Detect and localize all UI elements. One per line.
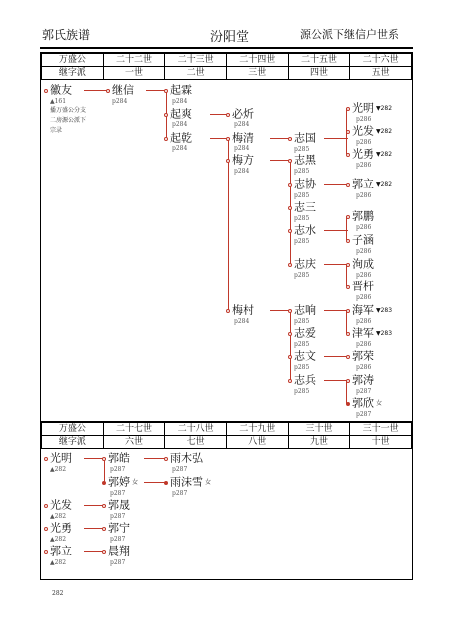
- gen-cell: 六世: [103, 436, 165, 449]
- person-ref: p286: [356, 192, 372, 199]
- person-ref: p286: [356, 294, 372, 301]
- person-name: 志响: [294, 303, 316, 317]
- person-marker-dot: [346, 153, 350, 157]
- person-ref: p287: [172, 466, 188, 473]
- gen-cell: 二十六世: [350, 54, 412, 67]
- connector-line: [324, 138, 348, 139]
- person-name: 光明: [352, 101, 374, 115]
- person-ref: p284: [172, 98, 188, 105]
- person-name: 志水: [294, 223, 316, 237]
- person-guangming: [346, 102, 392, 114]
- person-name: 志黑: [294, 153, 316, 167]
- person-marker-dot: [346, 215, 350, 219]
- person-marker-dot: [164, 457, 168, 461]
- person-ref: ▲282: [50, 559, 67, 566]
- gen-cell: 二十九世: [226, 423, 288, 436]
- header-center-title: 汾阳堂: [210, 30, 250, 45]
- person-name: 津军: [352, 326, 374, 340]
- person-guoli: [346, 178, 392, 190]
- person-marker-dot: [226, 137, 230, 141]
- gen-cell: 三世: [226, 67, 288, 80]
- person-ref: p287: [110, 466, 126, 473]
- person-ref: p287: [356, 411, 372, 418]
- person-marker-dot: [346, 263, 350, 267]
- person-ref: p287: [110, 536, 126, 543]
- person-zhibing: [288, 374, 316, 386]
- female-mark: 女: [132, 478, 139, 486]
- person-zhiguo: [288, 132, 316, 144]
- person-ref: p284: [112, 98, 128, 105]
- person-marker-dot-filled: [102, 481, 106, 485]
- person-name: 志爱: [294, 326, 316, 340]
- generation-table-1: [41, 53, 412, 80]
- person-name: 郭立: [50, 544, 72, 558]
- gen-cell: 七世: [165, 436, 227, 449]
- female-mark: 女: [205, 478, 212, 486]
- gen-cell: 二十七世: [103, 423, 165, 436]
- person-name: 光发: [50, 498, 72, 512]
- person-ref: p287: [172, 490, 188, 497]
- person-marker-dot: [44, 527, 48, 531]
- gen-cell: 二十三世: [165, 54, 227, 67]
- person-name: 徽友: [50, 83, 72, 97]
- person-ref: p284: [172, 121, 188, 128]
- person-ref: p286: [356, 341, 372, 348]
- person-ref: p285: [294, 318, 310, 325]
- person-marker-dot: [226, 309, 230, 313]
- gen-cell: 三十一世: [350, 423, 412, 436]
- person-marker-dot: [346, 239, 350, 243]
- gen-cell: 九世: [288, 436, 350, 449]
- person-qilin: [164, 84, 192, 96]
- person-marker-dot-filled: [346, 402, 350, 406]
- person-ref-mark: ▼283: [376, 329, 393, 337]
- gen-cell: 二十八世: [165, 423, 227, 436]
- person-ref: ▲282: [50, 536, 67, 543]
- person-marker-dot: [102, 504, 106, 508]
- person-name: 郭立: [352, 177, 374, 191]
- person-qiqian: [164, 132, 192, 144]
- person-name: 洵成: [352, 257, 374, 271]
- person-marker-dot: [226, 113, 230, 117]
- person-biqian: [226, 108, 254, 120]
- person-name: 晋杆: [352, 279, 374, 293]
- person-guopeng: [346, 210, 374, 222]
- person-ref: ▲161: [50, 98, 67, 105]
- person-ref: p286: [356, 318, 372, 325]
- person-marker-dot: [288, 309, 292, 313]
- person-ref: p284: [234, 121, 250, 128]
- person-marker-dot: [288, 332, 292, 336]
- person-marker-dot: [288, 206, 292, 210]
- person-yumuxue: [164, 476, 211, 488]
- person-name: 光勇: [50, 521, 72, 535]
- gen-cell: 八世: [226, 436, 288, 449]
- person-marker-dot: [288, 183, 292, 187]
- person-marker-dot: [288, 379, 292, 383]
- page-number: 282: [52, 590, 64, 597]
- gen-cell: 万盛公: [42, 423, 104, 436]
- person-name: 继信: [112, 83, 134, 97]
- person-guohao: [102, 452, 130, 464]
- person-marker-dot: [44, 550, 48, 554]
- person-name: 光发: [352, 124, 374, 138]
- person-g2-guangfa: [44, 499, 72, 511]
- person-marker-dot: [226, 159, 230, 163]
- person-guorong: [346, 350, 374, 362]
- person-guoting: [102, 476, 138, 488]
- person-name: 雨木弘: [170, 451, 203, 465]
- person-name: 志文: [294, 349, 316, 363]
- person-name: 郭宁: [108, 521, 130, 535]
- person-haijun: [346, 304, 392, 316]
- connector-line: [290, 310, 291, 380]
- gen-cell: 四世: [288, 67, 350, 80]
- connector-line: [324, 310, 348, 311]
- person-ref: p285: [294, 388, 310, 395]
- person-ref-mark: ▼282: [376, 180, 393, 188]
- person-zhixiang: [288, 304, 316, 316]
- person-name: 志协: [294, 177, 316, 191]
- person-ref-mark: ▼283: [376, 306, 393, 314]
- person-jinqian: [346, 280, 374, 292]
- person-ref: p287: [110, 490, 126, 497]
- person-marker-dot: [44, 504, 48, 508]
- person-name: 郭鹏: [352, 209, 374, 223]
- female-mark: 女: [376, 399, 383, 407]
- gen-cell: 二十二世: [103, 54, 165, 67]
- header-left-title: 郭氏族谱: [42, 28, 91, 42]
- person-marker-dot: [288, 159, 292, 163]
- person-ref: p285: [294, 341, 310, 348]
- person-marker-dot: [346, 332, 350, 336]
- person-zhixie: [288, 178, 316, 190]
- person-ref: p286: [356, 364, 372, 371]
- connector-line: [324, 230, 348, 231]
- person-ref: p284: [172, 145, 188, 152]
- person-marker-dot: [164, 89, 168, 93]
- person-ref: p287: [110, 513, 126, 520]
- gen-cell: 继字派: [42, 436, 104, 449]
- person-name: 光明: [50, 451, 72, 465]
- person-name: 梅村: [232, 303, 254, 317]
- person-g2-guangming: [44, 452, 72, 464]
- person-marker-dot: [44, 457, 48, 461]
- person-meiqing: [226, 132, 254, 144]
- header-rule: [40, 47, 413, 49]
- person-ref: p284: [234, 318, 250, 325]
- person-name: 起乾: [170, 131, 192, 145]
- person-zhisan: [288, 201, 316, 213]
- person-name: 志三: [294, 200, 316, 214]
- connector-line: [324, 380, 348, 381]
- person-zhihei: [288, 154, 316, 166]
- header-right-title: 源公派下继信户世系: [300, 28, 399, 41]
- person-ref: ▲282: [50, 466, 67, 473]
- person-ref: p286: [356, 248, 372, 255]
- person-name: 起霖: [170, 83, 192, 97]
- person-marker-dot: [102, 550, 106, 554]
- person-ref: p286: [356, 224, 372, 231]
- person-marker-dot: [102, 527, 106, 531]
- person-marker-dot: [288, 229, 292, 233]
- person-zhiwen: [288, 350, 316, 362]
- gen-cell: 万盛公: [42, 54, 104, 67]
- person-zhishui: [288, 224, 316, 236]
- person-ref: ▲282: [50, 513, 67, 520]
- person-yumuhong: [164, 452, 203, 464]
- gen-cell: 一世: [103, 67, 165, 80]
- person-ref: p287: [356, 388, 372, 395]
- connector-line: [146, 90, 166, 91]
- person-qishuang: [164, 108, 192, 120]
- connector-line: [324, 184, 348, 185]
- connector-line: [144, 458, 166, 459]
- gen-cell: 继字派: [42, 67, 104, 80]
- person-ref: p285: [294, 146, 310, 153]
- person-marker-dot: [288, 355, 292, 359]
- person-name: 必炘: [232, 107, 254, 121]
- person-guangyong: [346, 148, 392, 160]
- person-name: 志庆: [294, 257, 316, 271]
- person-ref: p287: [110, 559, 126, 566]
- person-name: 郭皓: [108, 451, 130, 465]
- person-name: 梅方: [232, 153, 254, 167]
- gen-cell: 三十世: [288, 423, 350, 436]
- person-ref-mark: ▼282: [376, 104, 393, 112]
- person-ref: p286: [356, 139, 372, 146]
- person-chenxiang: [102, 545, 130, 557]
- person-name: 起爽: [170, 107, 192, 121]
- person-guosheng: [102, 499, 130, 511]
- person-marker-dot: [346, 379, 350, 383]
- person-marker-dot: [44, 89, 48, 93]
- person-ref: p285: [294, 364, 310, 371]
- person-marker-dot: [346, 285, 350, 289]
- person-name: 志兵: [294, 373, 316, 387]
- person-ref: p284: [234, 168, 250, 175]
- person-meicun: [226, 304, 254, 316]
- person-name: 郭欣: [352, 396, 374, 410]
- person-zihan: [346, 234, 374, 246]
- person-g2-guangyong: [44, 522, 72, 534]
- connector-line: [324, 264, 348, 265]
- person-name: 雨沫雪: [170, 475, 203, 489]
- person-marker-dot-filled: [164, 481, 168, 485]
- person-note: 播万盛公分支二房源公派下宗录: [50, 107, 87, 134]
- person-jinjun: [346, 327, 392, 339]
- person-ref: p284: [234, 145, 250, 152]
- gen-cell: 二世: [165, 67, 227, 80]
- person-ref: p285: [294, 192, 310, 199]
- person-name: 郭荣: [352, 349, 374, 363]
- person-guoxin: [346, 397, 382, 409]
- person-guotao: [346, 374, 374, 386]
- person-zhiai: [288, 327, 316, 339]
- person-ref-mark: ▼282: [376, 127, 393, 135]
- person-ref: p286: [356, 272, 372, 279]
- person-name: 晨翔: [108, 544, 130, 558]
- person-name: 海军: [352, 303, 374, 317]
- person-ref: p286: [356, 162, 372, 169]
- person-ref: p285: [294, 215, 310, 222]
- person-name: 光勇: [352, 147, 374, 161]
- person-name: 郭婷: [108, 475, 130, 489]
- connector-line: [324, 356, 348, 357]
- person-xuncheng: [346, 258, 374, 270]
- person-marker-dot: [346, 309, 350, 313]
- person-marker-dot: [102, 457, 106, 461]
- person-marker-dot: [106, 89, 110, 93]
- gen-cell: 十世: [350, 436, 412, 449]
- connector-line: [144, 482, 166, 483]
- person-g2-guoli: [44, 545, 72, 557]
- person-guoning: [102, 522, 130, 534]
- person-jixin: [106, 84, 134, 96]
- person-marker-dot: [346, 107, 350, 111]
- gen-cell: 二十五世: [288, 54, 350, 67]
- person-marker-dot: [346, 355, 350, 359]
- person-marker-dot: [346, 183, 350, 187]
- person-marker-dot: [346, 130, 350, 134]
- person-marker-dot: [164, 113, 168, 117]
- person-marker-dot: [164, 137, 168, 141]
- person-name: 梅清: [232, 131, 254, 145]
- person-name: 郭晟: [108, 498, 130, 512]
- person-ref: p285: [294, 272, 310, 279]
- gen-cell: 二十四世: [226, 54, 288, 67]
- person-ref: p285: [294, 168, 310, 175]
- person-ref: p286: [356, 116, 372, 123]
- person-ref: p285: [294, 238, 310, 245]
- person-zhiqing: [288, 258, 316, 270]
- generation-table-2: [41, 422, 412, 449]
- person-ref-mark: ▼282: [376, 150, 393, 158]
- person-name: 子涵: [352, 233, 374, 247]
- person-marker-dot: [288, 137, 292, 141]
- person-name: 志国: [294, 131, 316, 145]
- person-guangfa: [346, 125, 392, 137]
- person-huiyou: [44, 84, 72, 96]
- person-meifang: [226, 154, 254, 166]
- person-marker-dot: [288, 263, 292, 267]
- gen-cell: 五世: [350, 67, 412, 80]
- person-name: 郭涛: [352, 373, 374, 387]
